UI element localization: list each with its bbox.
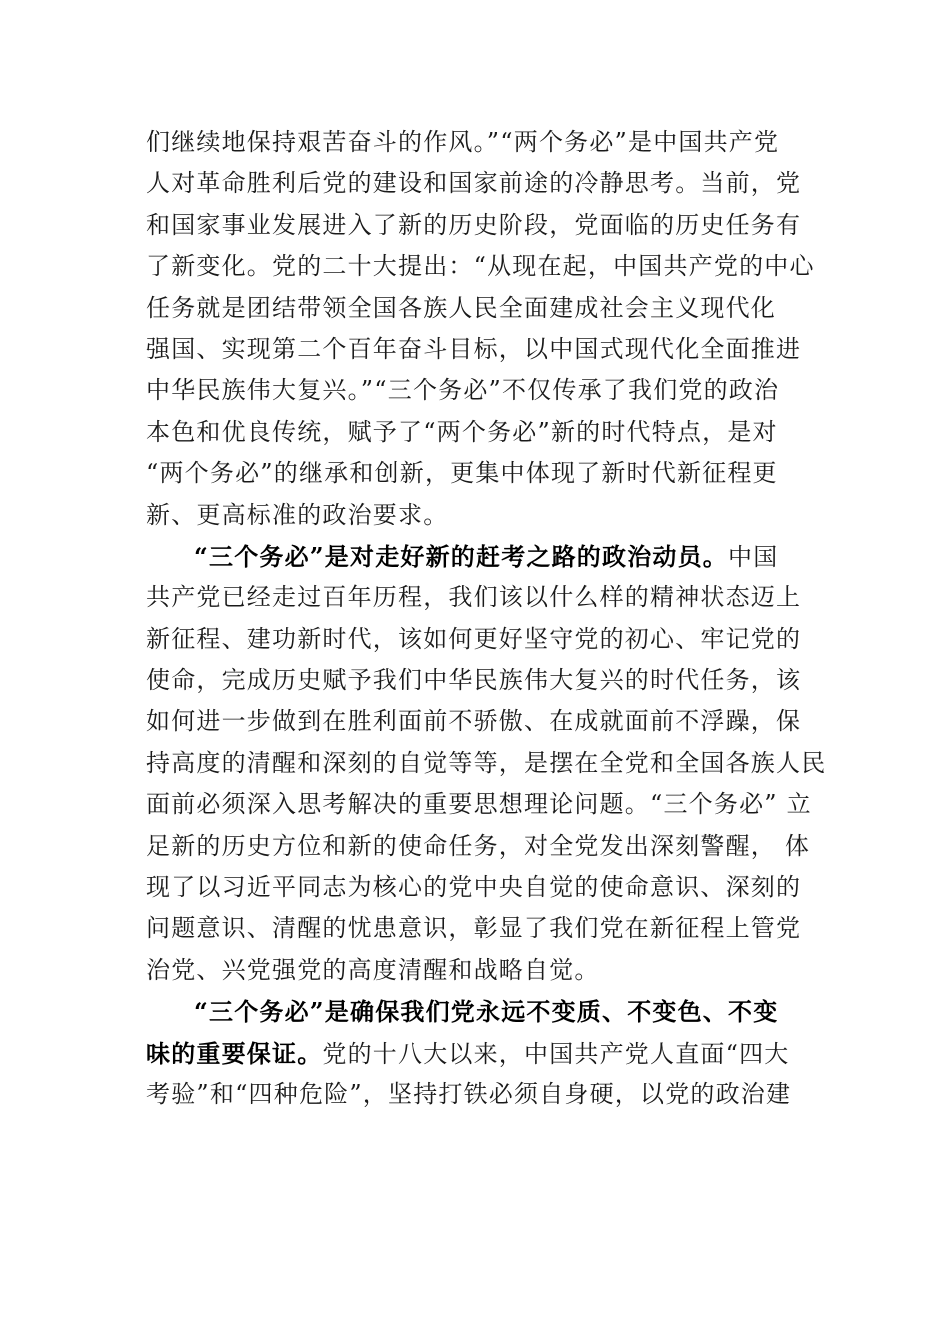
paragraph-2 [146, 536, 827, 991]
paragraph-line: 强国、实现第二个百年奋斗目标，以中国式现代化全面推进 [146, 334, 802, 363]
paragraph-line: 和国家事业发展进入了新的历史阶段，党面临的历史任务有 [146, 210, 802, 239]
paragraph-heading: “三个务必”是确保我们党永远不变质、不变色、不变 [194, 997, 779, 1027]
paragraph-line: 了新变化。党的二十大提出：“从现在起，中国共产党的中心 [146, 252, 815, 281]
paragraph-line: 治党、兴党强党的高度清醒和战略自觉。 [146, 955, 600, 984]
paragraph-3 [146, 991, 821, 1115]
paragraph-line: “两个务必”的继承和创新，更集中体现了新时代新征程更 [146, 459, 778, 488]
paragraph-line: 人对革命胜利后党的建设和国家前途的冷静思考。当前，党 [146, 169, 802, 198]
paragraph-line: 新征程、建功新时代，该如何更好坚守党的初心、牢记党的 [146, 624, 802, 653]
paragraph-line: 本色和优良传统，赋予了“两个务必”新的时代特点，是对 [146, 417, 778, 446]
paragraph-line: 使命，完成历史赋予我们中华民族伟大复兴的时代任务，该 [146, 666, 802, 695]
paragraph-line: 如何进一步做到在胜利面前不骄傲、在成就面前不浮躁，保 [146, 707, 802, 736]
paragraph-line: 持高度的清醒和深刻的自觉等等，是摆在全党和全国各族人民 [146, 748, 827, 777]
paragraph-line: 考验”和“四种危险”，坚持打铁必须自身硬，以党的政治建 [146, 1079, 792, 1108]
paragraph-line: 问题意识、清醒的忧患意识，彰显了我们党在新征程上管党 [146, 914, 802, 943]
paragraph-first-line [146, 536, 821, 577]
paragraph-line: 面前必须深入思考解决的重要思想理论问题。“三个务必” 立 [146, 790, 812, 819]
paragraph-text: 中国 [728, 542, 779, 571]
paragraph-second-line [146, 1033, 821, 1074]
paragraph-line: 新、更高标准的政治要求。 [146, 500, 449, 529]
paragraph-line: 们继续地保持艰苦奋斗的作风。”“两个务必”是中国共产党 [146, 128, 780, 156]
document-body [146, 122, 827, 1115]
paragraph-text: 党的十八大以来，中国共产党人直面“四大 [322, 1039, 790, 1068]
paragraph-heading-end: 味的重要保证。 [146, 1038, 323, 1068]
paragraph-heading: “三个务必”是对走好新的赶考之路的政治动员。 [194, 541, 729, 571]
paragraph-line: 现了以习近平同志为核心的党中央自觉的使命意识、深刻的 [146, 873, 802, 902]
paragraph-line: 中华民族伟大复兴。”“三个务必”不仅传承了我们党的政治 [146, 376, 780, 405]
paragraph-line: 足新的历史方位和新的使命任务，对全党发出深刻警醒， 体 [146, 831, 811, 860]
paragraph-line: 共产党已经走过百年历程，我们该以什么样的精神状态迈上 [146, 583, 802, 612]
paragraph-line: 任务就是团结带领全国各族人民全面建成社会主义现代化 [146, 293, 776, 322]
paragraph-1 [146, 122, 821, 536]
